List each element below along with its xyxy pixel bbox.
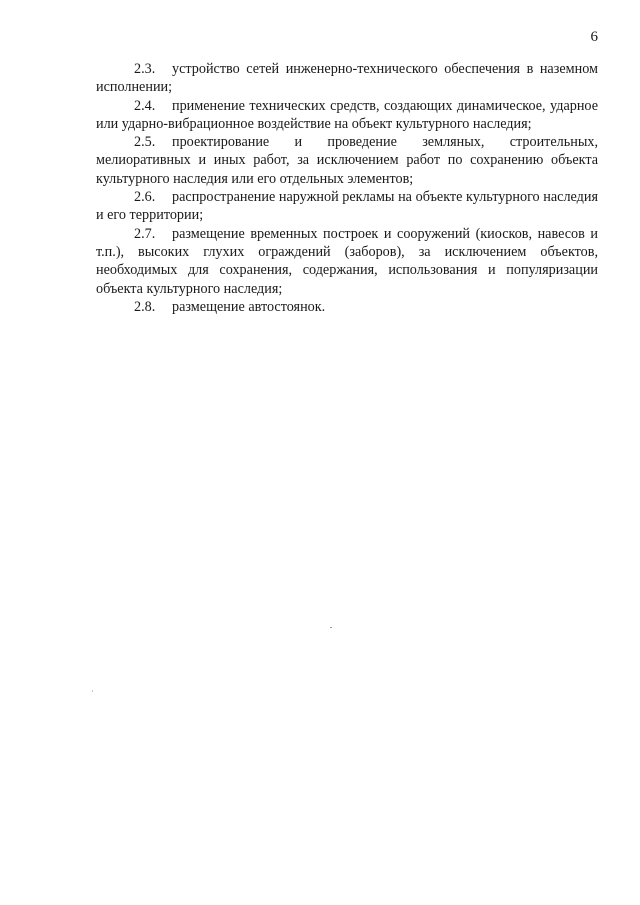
item-number: 2.5. — [134, 134, 156, 151]
item-number: 2.8. — [134, 298, 156, 315]
item-text: устройство сетей инженерно-технического обеспечения в наземном исполнении; — [96, 61, 598, 96]
item-text: применение технических средств, создающих динамическое, ударное или ударно-вибрационное воздействие на объект культурного наследия; — [96, 97, 598, 132]
item-number: 2.7. — [134, 225, 156, 242]
scan-speck — [330, 627, 332, 628]
item-number: 2.3. — [134, 61, 156, 77]
item-number: 2.6. — [134, 189, 156, 206]
scan-speck — [92, 690, 93, 692]
list-item — [96, 225, 598, 298]
list-item — [96, 97, 598, 134]
list-item — [96, 188, 598, 225]
list-item — [96, 298, 598, 316]
list-item — [96, 133, 598, 188]
document-body — [96, 60, 598, 316]
item-text: размещение временных построек и сооружений (киосков, навесов и т.п.), высоких глухих ограждений (заборов), за исключением объектов, необходимых для сохранения, содержания, использования и популяризации объекта культурного наследия; — [96, 225, 598, 297]
item-text: проектирование и проведение земляных, строительных, мелиоративных и иных работ, за исключением работ по сохранению объекта культурного наследия или его отдельных элементов; — [96, 134, 598, 187]
list-item — [96, 60, 598, 97]
item-text: размещение автостоянок. — [172, 298, 326, 315]
page-number: 6 — [590, 29, 598, 45]
item-text: распространение наружной рекламы на объекте культурного наследия и его территории; — [96, 189, 598, 224]
item-number: 2.4. — [134, 97, 156, 114]
